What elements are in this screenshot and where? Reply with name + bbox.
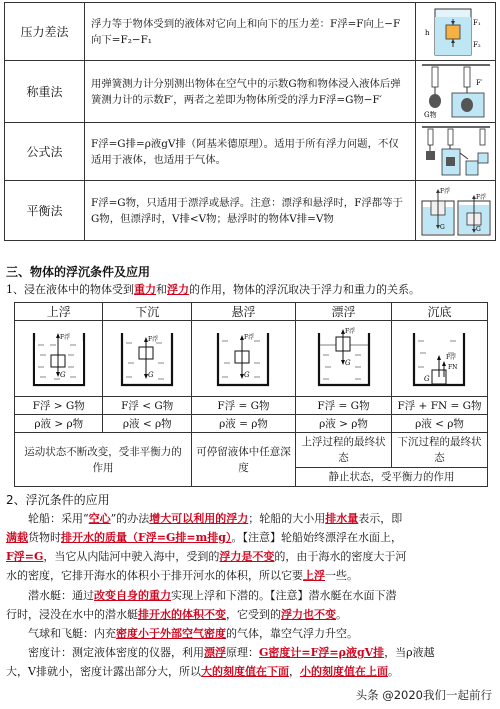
state-header: 悬浮 [191, 303, 295, 321]
svg-text:F浮: F浮 [244, 334, 255, 341]
highlight: 密度小于外部空气密度 [116, 627, 226, 640]
method-row [5, 181, 496, 241]
state-note: 可停留液体中任意深度 [191, 433, 295, 487]
method-description: F浮=G排=ρ液gV排（阿基米德原理）。适用于所有浮力问题，不仅适用于液体，也适用于气体。 [85, 123, 416, 181]
intro-text: 1、浸在液体中的物体受到 [6, 283, 134, 296]
suspended-diagram [191, 321, 295, 397]
text: 气球和飞艇：内充 [28, 627, 116, 640]
method-name: 称重法 [5, 61, 85, 123]
highlight-gravity: 重力 [134, 283, 156, 296]
density-relation-row [15, 415, 488, 433]
density-relation: ρ液 < ρ物 [103, 415, 191, 433]
highlight: 浮力也不变 [281, 608, 336, 621]
sinking-diagram [103, 321, 191, 397]
force-relation: F浮 = G物 [296, 397, 392, 415]
text: 水的密度，它排开海水的体积小于排开河水的体积，所以它要 [6, 569, 303, 582]
floating-diagram [296, 321, 392, 397]
text: 。 [387, 665, 399, 678]
svg-text:G: G [59, 371, 66, 379]
text: ，当它从内陆河中驶入海中，受到的 [43, 550, 220, 563]
svg-text:G: G [439, 223, 445, 231]
svg-text:F浮: F浮 [59, 334, 70, 341]
text: 密度计：测定液体密度的仪器，利用 [28, 646, 204, 659]
svg-text:h: h [424, 28, 430, 37]
state-note: 下沉过程的最终状态 [391, 433, 487, 468]
text: 潜水艇：通过 [28, 589, 94, 602]
density-relation: ρ液 = ρ物 [191, 415, 295, 433]
highlight: 增大可以利用的浮力 [149, 512, 249, 525]
text: ”的办法 [110, 512, 150, 525]
svg-text:F浮: F浮 [475, 193, 486, 201]
density-relation: ρ液 > ρ物 [15, 415, 103, 433]
method-description: F浮=G物，只适用于漂浮或悬浮。注意：漂浮和悬浮时，F浮都等于G物，但漂浮时，V排<V物；悬浮时的物体V排=V物 [85, 181, 416, 241]
method-name: 压力差法 [5, 3, 85, 61]
submarine-paragraph [6, 586, 496, 624]
highlight: 空心 [88, 512, 111, 525]
svg-text:F′: F′ [475, 78, 482, 87]
svg-text:G: G [475, 225, 481, 233]
highlight: 排水量 [325, 512, 359, 525]
state-header: 下沉 [103, 303, 191, 321]
highlight: 满载 [6, 531, 28, 544]
state-note: 运动状态不断改变，受非平衡力的作用 [15, 433, 192, 487]
force-relation: F浮 + FN = G物 [391, 397, 487, 415]
buoyancy-methods-table [4, 2, 496, 241]
sunk-diagram [391, 321, 487, 397]
section-3-title: 三、物体的浮沉条件及应用 [6, 265, 151, 279]
method-row [5, 123, 496, 181]
intro-text: 和 [156, 283, 167, 296]
highlight: 排开水的体积不变 [138, 608, 226, 621]
text: 的气体，靠空气浮力升空。 [226, 627, 358, 640]
text: 的，由于海水的密度大于河 [274, 550, 407, 563]
text: ，它受到的 [226, 608, 281, 621]
svg-text:F浮: F浮 [148, 336, 159, 343]
archimedes-overflow-diagram [416, 123, 496, 181]
text: 表示，即 [358, 512, 403, 525]
text: 轮船：采用“ [28, 512, 89, 525]
density-relation: ρ液 > ρ物 [296, 415, 392, 433]
highlight: F浮=G [6, 550, 44, 563]
text: 原理： [226, 646, 259, 659]
state-note: 静止状态，受平衡力的作用 [296, 468, 488, 487]
state-note-row [15, 433, 488, 468]
floating-suspension-diagram [416, 181, 496, 241]
ship-paragraph [6, 509, 496, 585]
highlight: 浮力是不变 [219, 550, 275, 563]
method-description: 浮力等于物体受到的液体对它向上和向下的压力差：F浮=F向上−F向下=F₂−F₁ [85, 3, 416, 61]
highlight-buoyancy: 浮力 [167, 283, 189, 296]
text: ，当ρ液越 [384, 646, 435, 659]
svg-text:FN: FN [448, 364, 458, 371]
force-relation: F浮 > G物 [15, 397, 103, 415]
svg-text:F浮: F浮 [446, 354, 457, 361]
spring-scale-weighing-diagram [416, 61, 496, 123]
applications-title: 2、浮沉条件的应用 [6, 493, 110, 507]
svg-text:G物: G物 [423, 110, 437, 119]
method-name: 平衡法 [5, 181, 85, 241]
method-row [5, 61, 496, 123]
state-header: 漂浮 [296, 303, 392, 321]
highlight: 排开水的质量 [61, 531, 127, 544]
balloon-paragraph [6, 624, 496, 643]
pressure-difference-diagram [416, 3, 496, 61]
hydrometer-paragraph [6, 643, 496, 681]
svg-text:F浮: F浮 [439, 187, 450, 195]
intro-text: 的作用，物体的浮沉取决于浮力和重力的关系。 [189, 283, 420, 296]
state-diagram-row [15, 321, 488, 397]
svg-text:G: G [424, 375, 431, 383]
highlight: G密度计=F浮=ρ液gV排 [259, 646, 385, 659]
svg-text:F₂: F₂ [472, 40, 481, 49]
highlight: 改变自身的重力 [94, 589, 171, 602]
text: 大，V排就小，密度计露出部分大，所以 [6, 665, 201, 678]
float-sink-states-table [14, 302, 488, 487]
text: 一些。 [325, 569, 358, 582]
watermark: 头条 @2020我们一起前行 [355, 688, 492, 702]
state-header-row [15, 303, 488, 321]
svg-text:F₁: F₁ [472, 18, 481, 27]
rising-diagram [15, 321, 103, 397]
text: ， [288, 665, 300, 678]
svg-text:F浮: F浮 [344, 328, 355, 335]
svg-text:G: G [244, 371, 251, 379]
svg-text:G: G [344, 359, 351, 367]
method-name: 公式法 [5, 123, 85, 181]
state-header: 上浮 [15, 303, 103, 321]
force-relation-row [15, 397, 488, 415]
text: 行时，浸没在水中的潜水艇 [6, 608, 138, 621]
text: 。【注意】轮船始终漂浮在水面上， [231, 531, 402, 544]
highlight: 漂浮 [204, 646, 226, 659]
state-header: 沉底 [391, 303, 487, 321]
section-3-intro [6, 282, 496, 298]
state-note: 上浮过程的最终状态 [296, 433, 392, 468]
force-relation: F浮 = G物 [191, 397, 295, 415]
text: 货物时 [28, 531, 61, 544]
highlight: 大的刻度值在下面 [200, 665, 289, 678]
density-relation: ρ液 < ρ物 [391, 415, 487, 433]
method-description: 用弹簧测力计分别测出物体在空气中的示数G物和物体浸入液体后弹簧测力计的示数F′，两者之差即为物体所受的浮力F浮=G物−F′ [85, 61, 416, 123]
text: 。 [336, 608, 347, 621]
highlight: （F浮=G排=m排g） [127, 531, 232, 544]
force-relation: F浮 < G物 [103, 397, 191, 415]
highlight: 上浮 [303, 569, 325, 582]
text: ；轮船的大小用 [248, 512, 326, 525]
svg-text:G: G [148, 371, 154, 379]
method-row [5, 3, 496, 61]
text: 实现上浮和下潜的。【注意】潜水艇在水面下潜 [171, 589, 397, 602]
highlight: 小的刻度值在上面 [299, 665, 388, 678]
